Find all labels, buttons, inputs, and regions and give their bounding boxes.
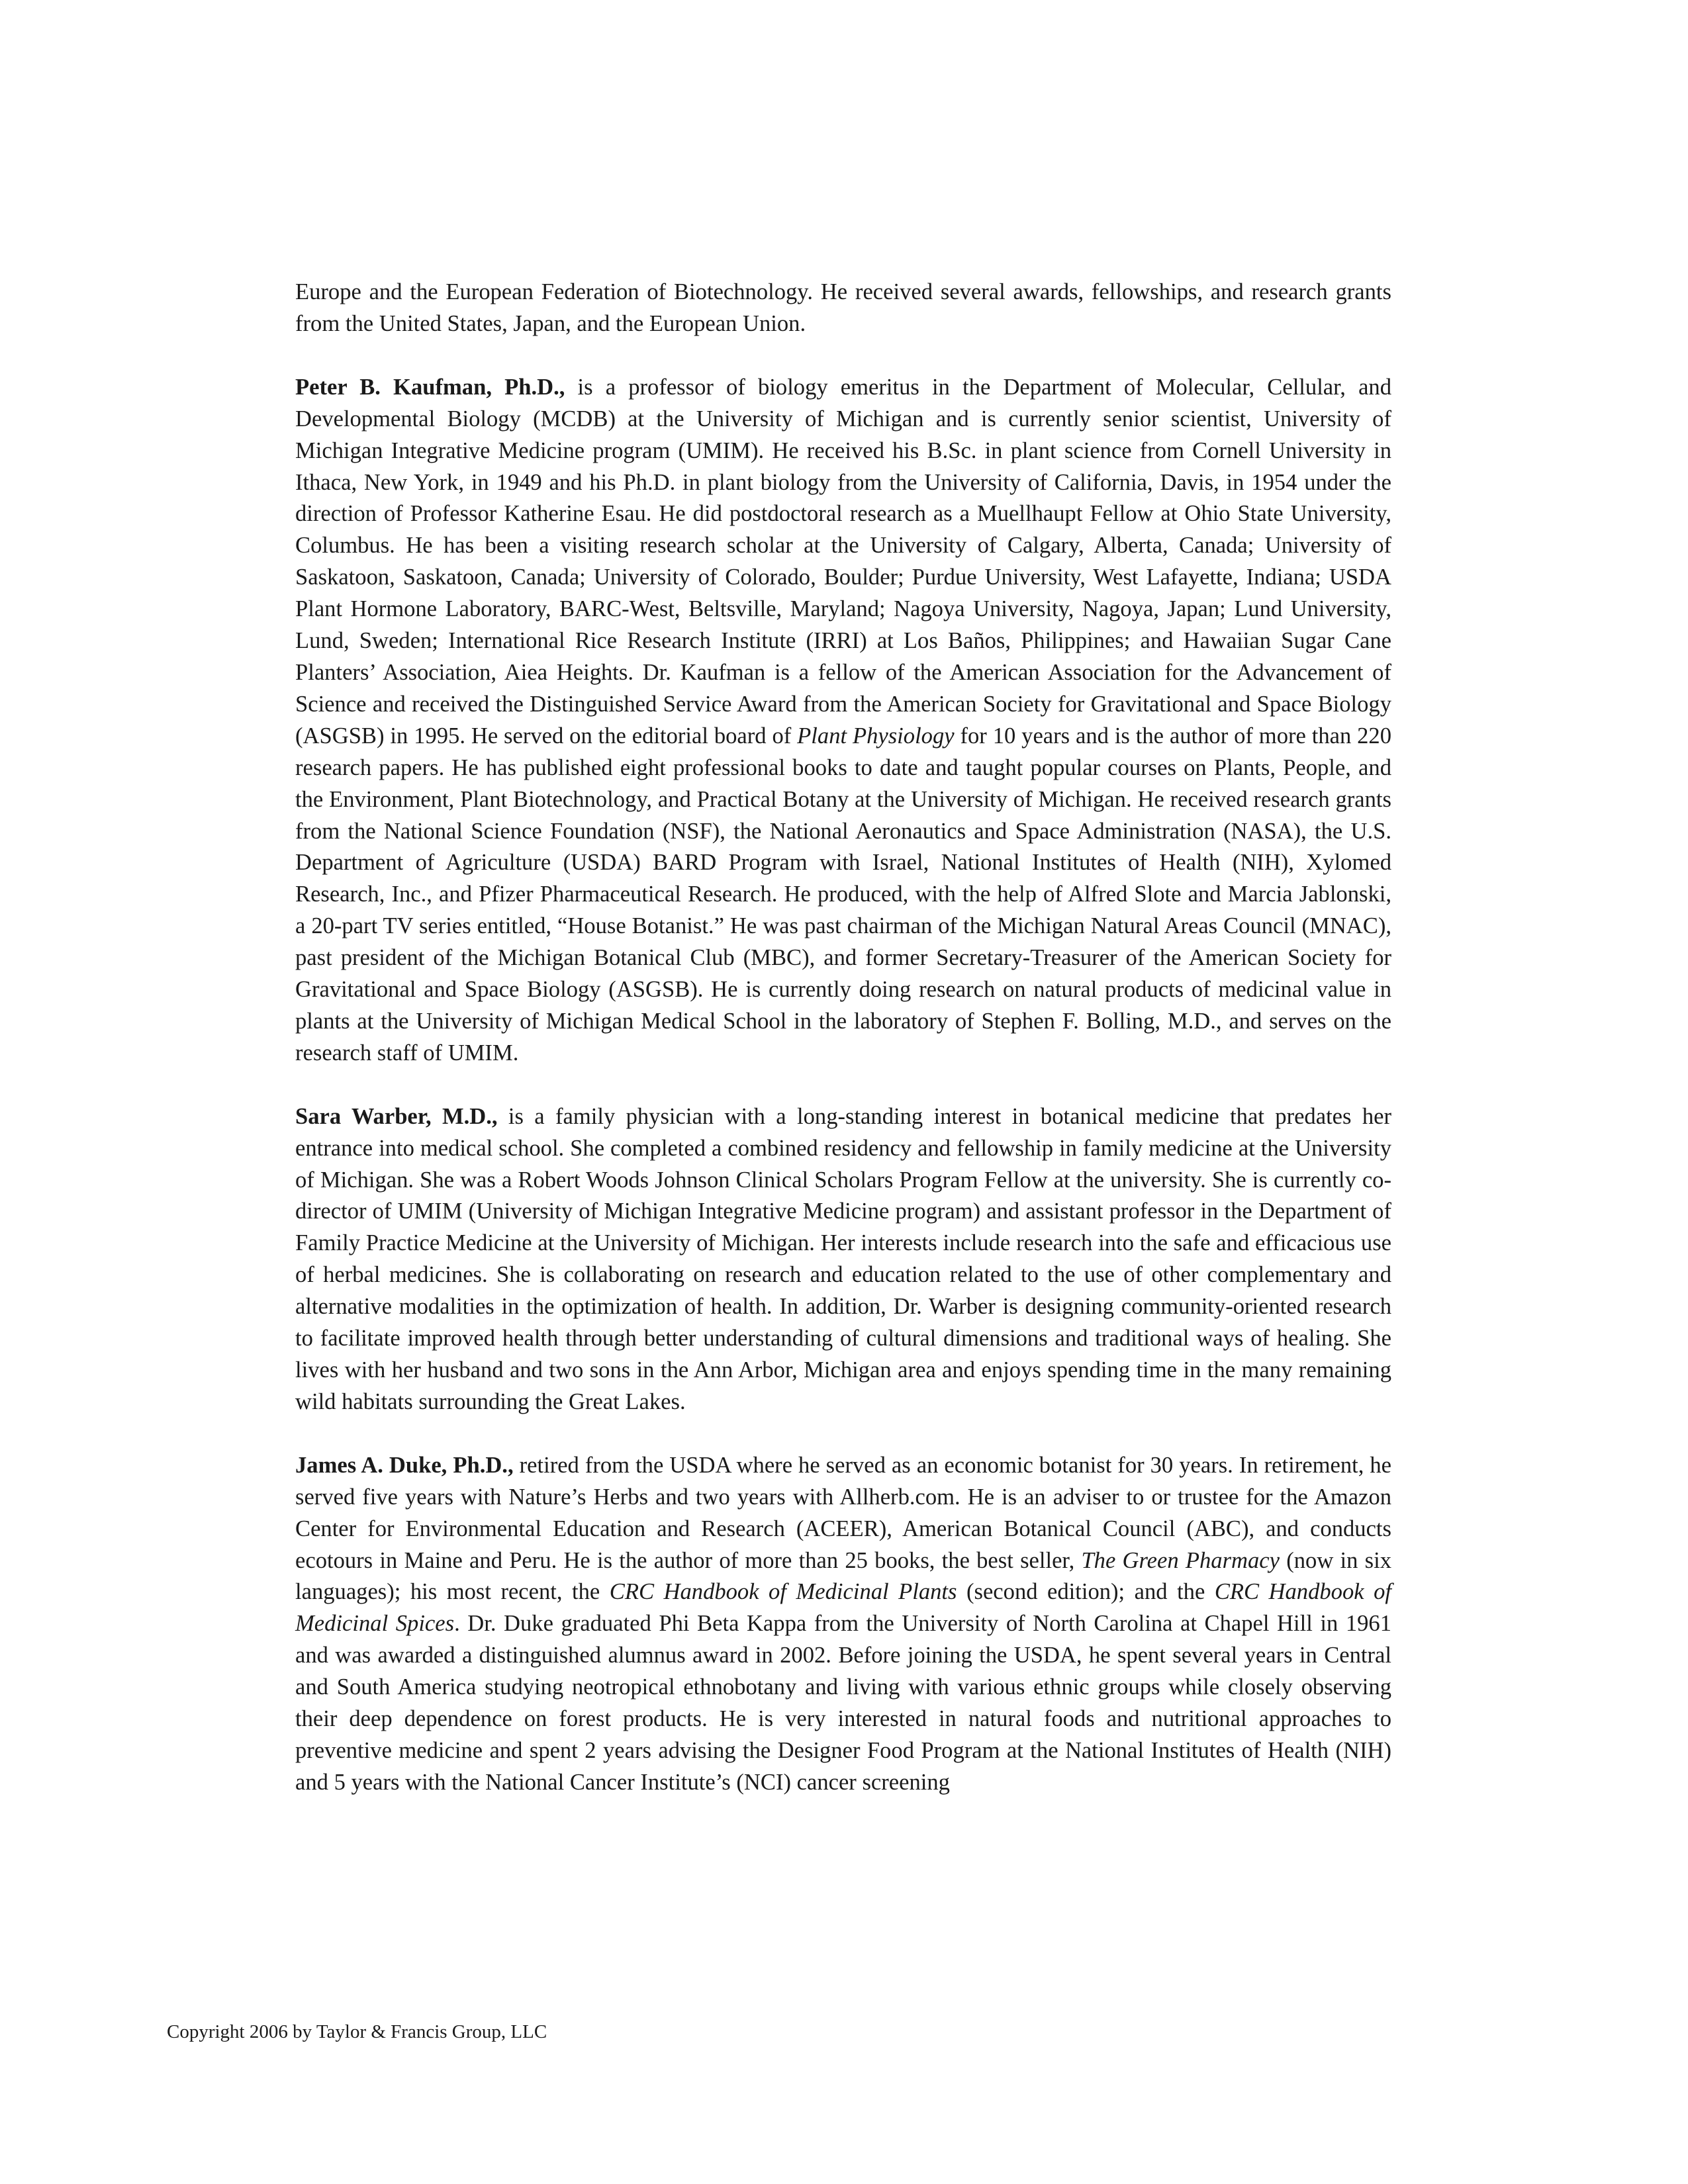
bio-name: James A. Duke, Ph.D., — [295, 1452, 514, 1478]
bio-text: (now in six languages); his most recent, the — [295, 1547, 1391, 1605]
bio-name: Sara Warber, M.D., — [295, 1103, 498, 1129]
bio-text: (second edition); and the — [957, 1579, 1215, 1605]
bio-text: . Dr. Duke graduated Phi Beta Kappa from the University of North Carolina at Chapel Hill in 1961 and was awarded a distinguished alumnus award in 2002. Before joining the USDA, he spent several years in Central and South America studying neotropical ethnobotany and living with various ethnic groups while closely observing their deep dependence on forest products. He is very interested in natural foods and nutritional approaches to preventive medicine and spent 2 years advising the Designer Food Program at the National Institutes of Health (NIH) and 5 years with the National Cancer Institute’s (NCI) cancer screening — [295, 1611, 1391, 1795]
bio-text: for 10 years and is the author of more than 220 research papers. He has published eight professional books to date and taught popular courses on Plants, People, and the Environment, Plant Biotechnology, and Practical Botany at the University of Michigan. He received research grants from the National Science Foundation (NSF), the National Aeronautics and Space Administration (NASA), the U.S. Department of Agriculture (USDA) BARD Program with Israel, National Institutes of Health (NIH), Xylomed Research, Inc., and Pfizer Pharmaceutical Research. He produced, with the help of Alfred Slote and Marcia Jablonski, a 20-part TV series entitled, “House Botanist.” He was past chairman of the Michigan Natural Areas Council (MNAC), past president of the Michigan Botanical Club (MBC), and former Secretary-Treasurer of the American Society for Gravitational and Space Biology (ASGSB). He is currently doing research on natural products of medicinal value in plants at the University of Michigan Medical School in the laboratory of Stephen F. Bolling, M.D., and serves on the research staff of UMIM. — [295, 723, 1392, 1066]
bio-text: is a family physician with a long-standing interest in botanical medicine that predates her entrance into medical school. She completed a combined residency and fellowship in family medicine at the University of Michigan. She was a Robert Woods Johnson Clinical Scholars Program Fellow at the university. She is currently co-director of UMIM (University of Michigan Integrative Medicine program) and assistant professor in the Department of Family Practice Medicine at the University of Michigan. Her interests include research into the safe and efficacious use of herbal medicines. She is collaborating on research and education related to the use of other complementary and alternative modalities in the optimization of health. In addition, Dr. Warber is designing community-oriented research to facilitate improved health through better understanding of cultural dimensions and traditional ways of healing. She lives with her husband and two sons in the Ann Arbor, Michigan area and enjoys spending time in the many remaining wild habitats surrounding the Great Lakes. — [295, 1103, 1391, 1414]
copyright-footer: Copyright 2006 by Taylor & Francis Group, LLC — [167, 2021, 547, 2042]
bio-name: Peter B. Kaufman, Ph.D., — [295, 374, 565, 400]
bio-text: retired from the USDA where he served as an economic botanist for 30 years. In retirement, he served five years with Nature’s Herbs and two years with Allherb.com. He is an adviser to or trustee for the Amazon Center for Environmental Education and Research (ACEER), American Botanical Council (ABC), and conducts ecotours in Maine and Peru. He is the author of more than 25 books, the best seller, — [295, 1452, 1392, 1573]
book-title: CRC Handbook of Medicinal Spices — [295, 1579, 1391, 1637]
body-text — [295, 277, 1391, 1799]
bio-text: is a professor of biology emeritus in the Department of Molecular, Cellular, and Developmental Biology (MCDB) at the University of Michigan and is currently senior scientist, University of Michigan Integrative Medicine program (UMIM). He received his B.Sc. in plant science from Cornell University in Ithaca, New York, in 1949 and his Ph.D. in plant biology from the University of California, Davis, in 1954 under the direction of Professor Katherine Esau. He did postdoctoral research as a Muellhaupt Fellow at Ohio State University, Columbus. He has been a visiting research scholar at the University of Calgary, Alberta, Canada; University of Saskatoon, Saskatoon, Canada; University of Colorado, Boulder; Purdue University, West Lafayette, Indiana; USDA Plant Hormone Laboratory, BARC-West, Beltsville, Maryland; Nagoya University, Nagoya, Japan; Lund University, Lund, Sweden; International Rice Research Institute (IRRI) at Los Baños, Philippines; and Hawaiian Sugar Cane Planters’ Association, Aiea Heights. Dr. Kaufman is a fellow of the American Association for the Advancement of Science and received the Distinguished Service Award from the American Society for Gravitational and Space Biology (ASGSB) in 1995. He served on the editorial board of — [295, 374, 1391, 749]
bio-duke — [295, 1450, 1391, 1799]
book-title: CRC Handbook of Medicinal Plants — [609, 1579, 957, 1605]
bio-warber — [295, 1101, 1391, 1418]
book-title: The Green Pharmacy — [1081, 1547, 1280, 1573]
continued-paragraph: Europe and the European Federation of Biotechnology. He received several awards, fellowships, and research grants from the United States, Japan, and the European Union. — [295, 279, 1391, 336]
bio-kaufman — [295, 372, 1391, 1069]
journal-title: Plant Physiology — [797, 723, 955, 749]
